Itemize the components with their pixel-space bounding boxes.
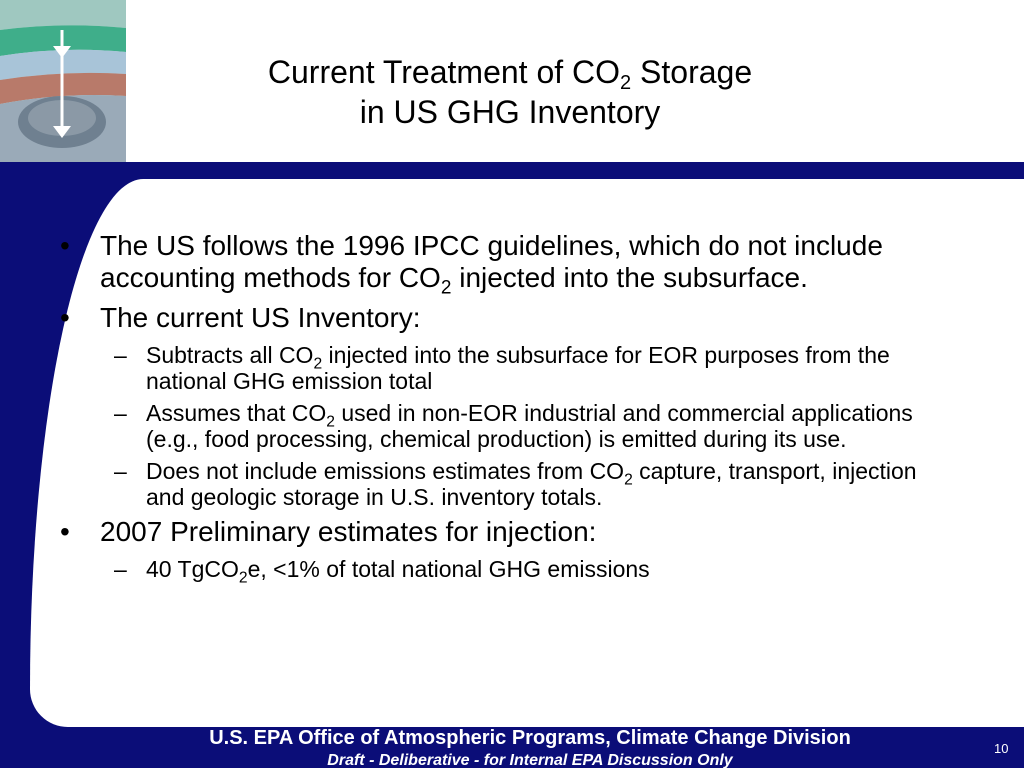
- bullet-icon: •: [60, 302, 70, 333]
- sub-bullet-text: Does not include emissions estimates from CO: [146, 458, 625, 484]
- subscript: 2: [624, 471, 633, 489]
- bullet-list: [60, 230, 960, 588]
- subscript: 2: [440, 277, 452, 299]
- sub-bullet-item: [60, 342, 960, 394]
- sub-bullet-text: Assumes that CO: [146, 400, 327, 426]
- title-line1-post: Storage: [631, 54, 753, 90]
- sub-bullet-text: used in non-EOR industrial and commercial applications (e.g., food processing, chemical production) is emitted during its use.: [146, 400, 913, 452]
- bullet-item: [60, 516, 960, 548]
- sub-bullet-item: [60, 458, 960, 510]
- dash-icon: –: [114, 400, 127, 426]
- title-subscript: 2: [620, 72, 632, 94]
- page-number: 10: [994, 741, 1009, 756]
- subscript: 2: [238, 569, 248, 587]
- dash-icon: –: [114, 458, 127, 484]
- bullet-icon: •: [60, 230, 70, 261]
- title-line2: in US GHG Inventory: [359, 94, 661, 130]
- bullet-item: [60, 302, 960, 334]
- title-line1-pre: Current Treatment of CO: [267, 54, 621, 90]
- subscript: 2: [313, 355, 323, 373]
- bullet-text: The US follows the 1996 IPCC guidelines, which do not include accounting methods for CO: [100, 230, 883, 293]
- sub-bullet-item: [60, 556, 960, 587]
- dash-icon: –: [114, 342, 127, 368]
- bullet-text: 2007 Preliminary estimates for injection:: [100, 516, 597, 547]
- sub-bullet-text: Subtracts all CO: [146, 342, 314, 368]
- footer-organization: U.S. EPA Office of Atmospheric Programs, Climate Change Division: [209, 727, 851, 749]
- sub-bullet-text: 40 TgCO: [146, 556, 239, 582]
- bullet-icon: •: [60, 516, 70, 547]
- subscript: 2: [326, 413, 335, 431]
- well-injection-logo-icon: [0, 0, 126, 162]
- slide-title: [160, 52, 860, 132]
- sub-bullet-text: e, <1% of total national GHG emissions: [247, 556, 650, 582]
- sub-bullet-text: capture, transport, injection and geologic storage in U.S. inventory totals.: [146, 458, 917, 510]
- bullet-text: injected into the subsurface.: [451, 262, 808, 293]
- sub-bullet-item: [60, 400, 960, 452]
- dash-icon: –: [114, 556, 127, 582]
- sub-bullet-text: injected into the subsurface for EOR purposes from the national GHG emission total: [146, 342, 890, 394]
- bullet-text: The current US Inventory:: [100, 302, 421, 333]
- bullet-item: [60, 230, 960, 299]
- footer-disclaimer: Draft - Deliberative - for Internal EPA Discussion Only: [327, 752, 733, 769]
